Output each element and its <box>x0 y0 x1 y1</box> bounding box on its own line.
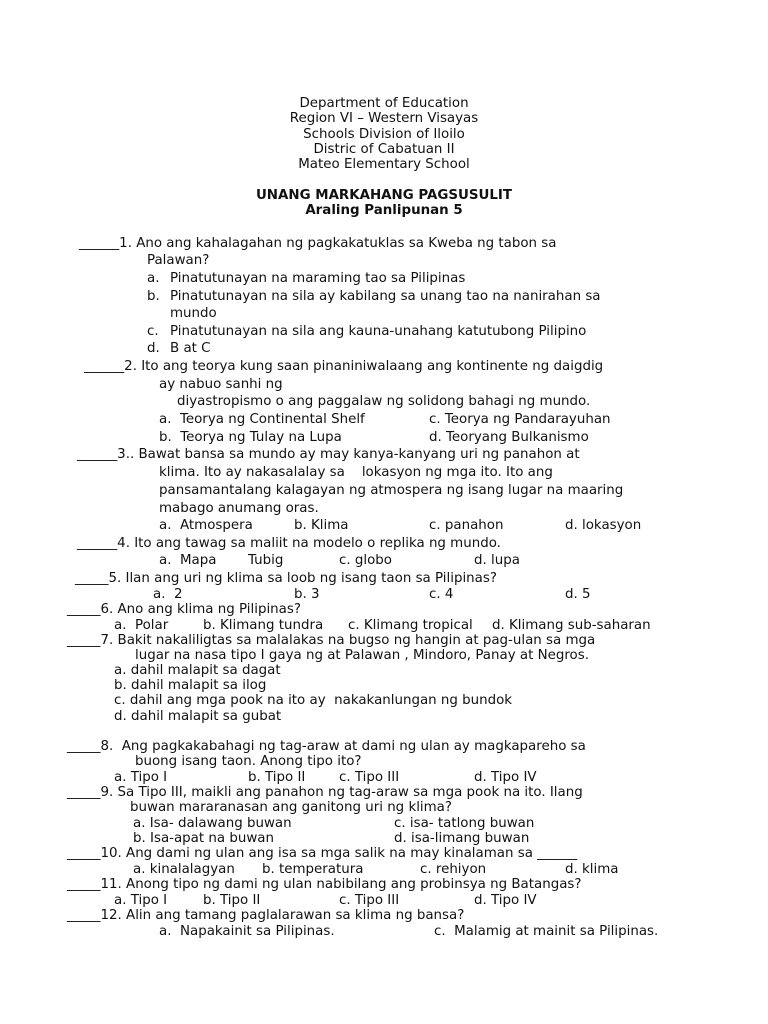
choice: c. 4 <box>429 587 454 602</box>
question-5-stem: _____5. Ilan ang uri ng klima sa loob ng isang taon sa Pilipinas? <box>75 571 497 586</box>
choice: c. Teorya ng Pandarayuhan <box>429 412 611 427</box>
choice: b. Klimang tundra <box>203 618 324 633</box>
choice: d. lupa <box>474 553 520 568</box>
choice: b. 3 <box>294 587 320 602</box>
question-3-stem: mabago anumang oras. <box>159 501 319 516</box>
choice: d. dahil malapit sa gubat <box>114 709 282 724</box>
choice-text: mundo <box>170 306 217 321</box>
choice: a. Mapa <box>159 553 217 568</box>
exam-title: UNANG MARKAHANG PAGSUSULIT <box>255 188 513 203</box>
choice-letter: c. <box>147 324 159 339</box>
choice: b. Teorya ng Tulay na Lupa <box>159 430 342 445</box>
choice: d. Klimang sub-saharan <box>492 618 651 633</box>
choice: c. dahil ang mga pook na ito ay nakakanlungan ng bundok <box>114 693 513 708</box>
choice: d. lokasyon <box>565 518 642 533</box>
question-3-stem: pansamantalang kalagayan ng atmospera ng isang lugar na maaring <box>159 483 624 498</box>
choice: a. Polar <box>114 618 169 633</box>
choice: a. Teorya ng Continental Shelf <box>159 412 365 427</box>
question-1-stem: Palawan? <box>147 253 210 268</box>
question-7-stem: lugar na nasa tipo I gaya ng at Palawan , Mindoro, Panay at Negros. <box>135 648 589 663</box>
choice: d. klima <box>565 862 619 877</box>
choice: b. temperatura <box>262 862 364 877</box>
question-3-stem: klima. Ito ay nakasalalay sa lokasyon ng mga ito. Ito ang <box>159 465 553 480</box>
choice: b. Tipo II <box>248 770 306 785</box>
choice: a. Isa- dalawang buwan <box>133 816 292 831</box>
choice: c. panahon <box>429 518 504 533</box>
question-3-stem: ______3.. Bawat bansa sa mundo ay may kanya-kanyang uri ng panahon at <box>77 447 580 462</box>
choice: d. 5 <box>565 587 591 602</box>
choice: Tubig <box>248 553 284 568</box>
choice-letter: d. <box>147 341 160 356</box>
choice: c. Malamig at mainit sa Pilipinas. <box>434 924 659 939</box>
question-2-stem: ______2. Ito ang teorya kung saan pinaniniwalaang ang kontinente ng daigdig <box>84 359 604 374</box>
question-12-stem: _____12. Alin ang tamang paglalarawan sa klima ng bansa? <box>67 908 465 923</box>
choice: b. Tipo II <box>203 893 261 908</box>
choice: a. Tipo I <box>114 770 168 785</box>
exam-subject: Araling Panlipunan 5 <box>305 203 463 218</box>
header-district: Distric of Cabatuan II <box>313 142 455 157</box>
question-7-stem: _____7. Bakit nakaliligtas sa malalakas na bugso ng hangin at pag-ulan sa mga <box>67 633 596 648</box>
choice: a. kinalalagyan <box>133 862 235 877</box>
question-1-stem: ______1. Ano ang kahalagahan ng pagkakatuklas sa Kweba ng tabon sa <box>79 236 557 251</box>
choice-letter: a. <box>147 271 160 286</box>
choice: c. globo <box>339 553 392 568</box>
header-department: Department of Education <box>299 96 469 111</box>
choice: d. Tipo IV <box>474 770 537 785</box>
choice: c. rehiyon <box>420 862 487 877</box>
question-4-stem: ______4. Ito ang tawag sa maliit na modelo o replika ng mundo. <box>77 536 501 551</box>
question-2-stem: ay nabuo sanhi ng <box>159 377 283 392</box>
choice-text: Pinatutunayan na maraming tao sa Pilipinas <box>170 271 466 286</box>
choice: a. Tipo I <box>114 893 168 908</box>
choice: c. Tipo III <box>339 893 400 908</box>
choice: c. Klimang tropical <box>348 618 473 633</box>
choice: a. Napakainit sa Pilipinas. <box>159 924 335 939</box>
choice: d. Teoryang Bulkanismo <box>429 430 589 445</box>
choice: b. Isa-apat na buwan <box>133 831 274 846</box>
choice-text: B at C <box>170 341 211 356</box>
header-division: Schools Division of Iloilo <box>303 127 465 142</box>
choice: c. Tipo III <box>339 770 400 785</box>
question-8-stem: buong isang taon. Anong tipo ito? <box>135 754 362 769</box>
question-9-stem: _____9. Sa Tipo III, maikli ang panahon ng tag-araw sa mga pook na ito. Ilang <box>67 785 583 800</box>
question-2-stem: diyastropismo o ang paggalaw ng solidong bahagi ng mundo. <box>177 394 591 409</box>
choice: d. isa-limang buwan <box>394 831 530 846</box>
choice: b. Klima <box>294 518 349 533</box>
choice: c. isa- tatlong buwan <box>394 816 535 831</box>
choice: a. 2 <box>153 587 183 602</box>
choice: d. Tipo IV <box>474 893 537 908</box>
choice: b. dahil malapit sa ilog <box>114 678 267 693</box>
choice-text: Pinatutunayan na sila ay kabilang sa unang tao na nanirahan sa <box>170 289 601 304</box>
choice: a. dahil malapit sa dagat <box>114 663 281 678</box>
choice-letter: b. <box>147 289 160 304</box>
question-10-stem: _____10. Ang dami ng ulan ang isa sa mga salik na may kinalaman sa ______ <box>67 846 578 861</box>
question-11-stem: _____11. Anong tipo ng dami ng ulan nabibilang ang probinsya ng Batangas? <box>67 877 582 892</box>
choice-text: Pinatutunayan na sila ang kauna-unahang katutubong Pilipino <box>170 324 587 339</box>
question-8-stem: _____8. Ang pagkakabahagi ng tag-araw at dami ng ulan ay magkapareho sa <box>67 739 586 754</box>
header-school: Mateo Elementary School <box>298 157 470 172</box>
choice: a. Atmospera <box>159 518 253 533</box>
header-region: Region VI – Western Visayas <box>289 111 479 126</box>
question-6-stem: _____6. Ano ang klima ng Pilipinas? <box>67 602 301 617</box>
question-9-stem: buwan mararanasan ang ganitong uri ng klima? <box>130 800 452 815</box>
